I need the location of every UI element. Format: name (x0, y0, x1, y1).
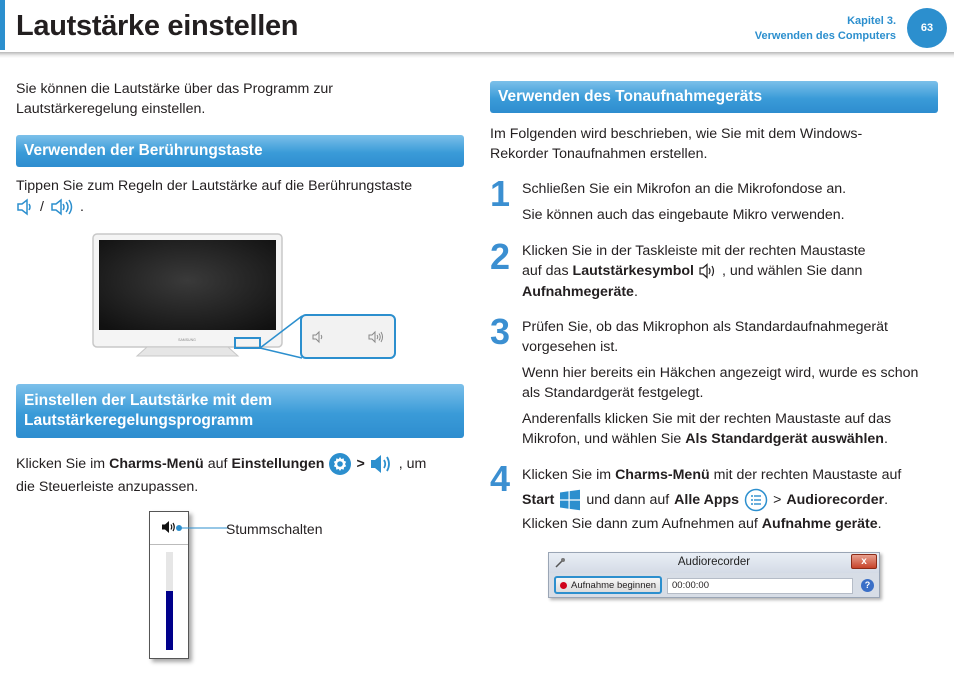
volume-down-touch-icon (312, 330, 324, 344)
instruction-text: Klicken Sie im (16, 456, 106, 472)
settings-label: Einstellungen (231, 456, 325, 472)
recorder-intro: Im Folgenden wird beschrieben, wie Sie mit dem Windows-Rekorder Tonaufnahmen erstellen. (490, 126, 863, 162)
section-heading-line1: Einstellen der Lautstärke mit dem (24, 392, 273, 409)
sentence-period: . (883, 431, 888, 447)
header-accent-bar (0, 0, 5, 50)
sentence-period: . (633, 284, 638, 300)
volume-slider-fill (166, 591, 173, 650)
all-apps-icon (744, 488, 768, 512)
window-titlebar (549, 553, 879, 573)
start-recording-button[interactable] (554, 576, 662, 594)
record-devices-label: Aufnahme geräte (761, 516, 878, 532)
touch-key-instruction: Tippen Sie zum Regeln der Lautstärke auf die Berührungstaste (16, 178, 413, 194)
step-number-2: 2 (490, 236, 511, 277)
intro-text: Sie können die Lautstärke über das Programm zur Lautstärkeregelung einstellen. (16, 81, 334, 117)
sentence-period: . (79, 199, 84, 215)
step4-line2 (522, 488, 942, 512)
arrow-separator: > (356, 456, 365, 472)
step-number-4: 4 (490, 458, 511, 499)
touch-key-icons (16, 197, 136, 217)
step3-alt-text: Anderenfalls klicken Sie mit der rechten Maustaste auf das Mikrofon, und wählen Sie (522, 411, 892, 447)
step1-text: Schließen Sie ein Mikrofon an die Mikrofondose an. (522, 181, 847, 197)
sentence-period: . (877, 516, 882, 532)
mute-callout-line (171, 521, 231, 535)
arrow-separator: > (773, 492, 782, 508)
recording-devices-label: Aufnahmegeräte (522, 284, 634, 300)
set-default-label: Als Standardgerät auswählen (685, 431, 884, 447)
chapter-title: Verwenden des Computers (754, 30, 896, 42)
page-title: Lautstärke einstellen (16, 10, 299, 42)
step4-text: und dann auf (586, 492, 670, 508)
step-number-1: 1 (490, 173, 511, 214)
touch-key-callout (300, 314, 396, 359)
all-in-one-pc-illustration (92, 233, 283, 357)
chapter-info (755, 14, 896, 44)
instruction-text: auf (207, 456, 228, 472)
instruction-text: , um (398, 456, 427, 472)
close-button[interactable]: x (851, 554, 877, 569)
step4-text: mit der rechten Maustaste auf (713, 467, 902, 483)
audiorecorder-label: Audiorecorder (786, 492, 885, 508)
page-number-badge: 63 (907, 8, 947, 48)
icon-separator: / (40, 199, 44, 215)
panel-divider (150, 544, 188, 545)
monitor-brand: SAMSUNG (178, 338, 196, 342)
window-title: Audiorecorder (677, 556, 751, 568)
section-heading-line2: Lautstärkeregelungsprogramm (24, 412, 254, 429)
volume-up-icon (50, 197, 74, 217)
sentence-period: . (884, 492, 889, 508)
all-apps-label: Alle Apps (674, 492, 740, 508)
step3-alternative (522, 409, 937, 449)
step3-note: Wenn hier bereits ein Häkchen angezeigt wird, wurde es schon als Standardgerät festgelegt. (522, 365, 919, 401)
chapter-label: Kapitel 3. (847, 15, 896, 27)
speaker-icon (698, 262, 718, 280)
instruction-continuation: die Steuerleiste anzupassen. (16, 479, 199, 495)
start-label: Start (522, 492, 555, 508)
gear-icon (328, 452, 352, 476)
speaker-icon (369, 452, 395, 476)
help-button[interactable]: ? (861, 579, 874, 592)
step3-text: Prüfen Sie, ob das Mikrophon als Standardaufnahmegerät vorgesehen ist. (522, 319, 888, 355)
section-heading-recorder: Verwenden des Tonaufnahmegeräts (490, 81, 938, 113)
step2-line1: Klicken Sie in der Taskleiste mit der rechten Maustaste (522, 243, 866, 259)
volume-symbol-label: Lautstärkesymbol (572, 263, 694, 279)
step2-line3 (522, 282, 942, 302)
volume-program-instruction (16, 452, 464, 476)
header-divider (0, 52, 954, 58)
step4-text: Klicken Sie dann zum Aufnehmen auf (522, 516, 758, 532)
section-heading-touch-key: Verwenden der Berührungstaste (16, 135, 464, 167)
step2-line2 (522, 261, 942, 281)
step2-text: , und wählen Sie dann (721, 263, 863, 279)
windows-logo-icon (559, 489, 581, 511)
charms-menu-label: Charms-Menü (615, 467, 710, 483)
touch-key-text (16, 176, 456, 196)
recording-time-display: 00:00:00 (667, 578, 853, 594)
step4-text: Klicken Sie im (522, 467, 612, 483)
audiorecorder-window (548, 552, 880, 598)
step1-note: Sie können auch das eingebaute Mikro verwenden. (522, 207, 845, 223)
step2-text: auf das (522, 263, 569, 279)
record-icon (560, 582, 567, 589)
step4-line3 (522, 514, 942, 534)
section-heading-volume-program (16, 384, 464, 438)
mute-label: Stummschalten (226, 521, 323, 537)
step4-line1 (522, 465, 942, 485)
volume-up-touch-icon (368, 330, 384, 344)
start-recording-label: Aufnahme beginnen (571, 579, 657, 591)
volume-slider-track[interactable] (166, 552, 173, 650)
step-number-3: 3 (490, 311, 511, 352)
volume-down-icon (16, 197, 34, 217)
charms-menu-label: Charms-Menü (109, 456, 204, 472)
